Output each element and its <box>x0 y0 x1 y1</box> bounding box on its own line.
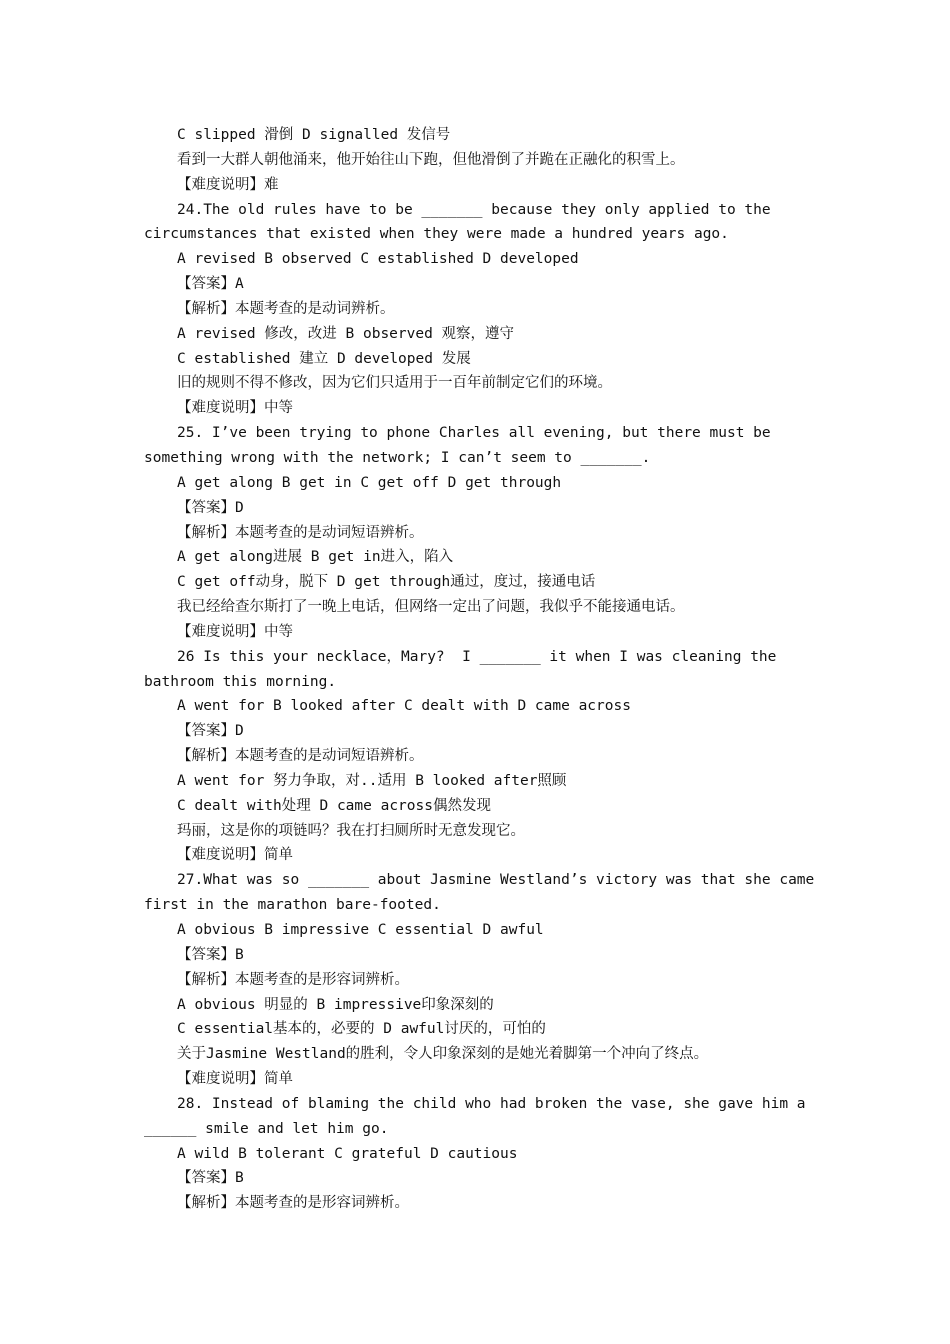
text-line: 旧的规则不得不修改，因为它们只适用于一百年前制定它们的环境。 <box>177 375 612 392</box>
text-line: 【答案】B <box>177 1170 244 1187</box>
text-line: something wrong with the network; I can’t seem to _______. <box>144 449 651 466</box>
text-line: A obvious B impressive C essential D awful <box>177 922 544 938</box>
text-line: 25. I’ve been trying to phone Charles all evening, but there must be <box>177 425 771 442</box>
text-line: first in the marathon bare-footed. <box>144 897 441 914</box>
text-line: C slipped 滑倒 D signalled 发信号 <box>177 127 451 143</box>
text-line: 关于Jasmine Westland的胜利，令人印象深刻的是她光着脚第一个冲向了终点。 <box>177 1046 709 1063</box>
text-line: bathroom this morning. <box>144 673 337 690</box>
text-line: 26 Is this your necklace，Mary? I _______ it when I was cleaning the <box>177 648 777 665</box>
text-line: circumstances that existed when they were made a hundred years ago. <box>144 226 729 243</box>
text-line: A revised 修改，改进 B observed 观察，遵守 <box>177 325 515 342</box>
text-line: A get along进展 B get in进入，陷入 <box>177 549 454 566</box>
text-line: 玛丽，这是你的项链吗？我在打扫厕所时无意发现它。 <box>177 822 525 839</box>
text-line: 【解析】本题考查的是动词辨析。 <box>177 300 395 317</box>
text-line: 【解析】本题考查的是动词短语辨析。 <box>177 524 424 541</box>
text-line: 【答案】B <box>177 946 244 963</box>
text-line: A revised B observed C established D developed <box>177 251 579 268</box>
text-line: 我已经给查尔斯打了一晚上电话，但网络一定出了问题，我似乎不能接通电话。 <box>177 599 685 616</box>
text-line: 【答案】D <box>177 723 244 740</box>
text-line: 看到一大群人朝他涌来，他开始往山下跑，但他滑倒了并跪在正融化的积雪上。 <box>177 151 685 168</box>
text-line: 【解析】本题考查的是动词短语辨析。 <box>177 748 424 765</box>
text-line: A went for 努力争取，对..适用 B looked after照顾 <box>177 772 567 789</box>
text-line: 【解析】本题考查的是形容词辨析。 <box>177 971 409 988</box>
text-line: A get along B get in C get off D get through <box>177 474 562 491</box>
text-line: C essential基本的，必要的 D awful讨厌的，可怕的 <box>177 1021 546 1038</box>
text-line: A wild B tolerant C grateful D cautious <box>177 1145 518 1162</box>
text-line: 28. Instead of blaming the child who had broken the vase, she gave him a <box>177 1095 806 1112</box>
text-line: 27.What was so _______ about Jasmine Westland’s victory was that she came <box>177 872 815 889</box>
text-line: 【解析】本题考查的是形容词辨析。 <box>177 1195 409 1212</box>
text-line: 【答案】A <box>177 276 244 293</box>
text-line: C get off动身，脱下 D get through通过，度过，接通电话 <box>177 574 596 591</box>
text-line: 【难度说明】中等 <box>177 400 293 417</box>
text-line: A obvious 明显的 B impressive印象深刻的 <box>177 996 494 1013</box>
text-line: 【难度说明】简单 <box>177 1071 293 1088</box>
text-line: 【答案】D <box>177 499 244 516</box>
text-line: C dealt with处理 D came across偶然发现 <box>177 797 491 814</box>
text-line: A went for B looked after C dealt with D came across <box>177 698 631 715</box>
text-line: 【难度说明】难 <box>177 176 279 193</box>
document-page <box>0 123 950 1216</box>
text-line: C established 建立 D developed 发展 <box>177 350 471 367</box>
text-line: ______ smile and let him go. <box>144 1120 389 1137</box>
text-line: 24.The old rules have to be _______ because they only applied to the <box>177 201 771 218</box>
text-line: 【难度说明】简单 <box>177 847 293 864</box>
text-line: 【难度说明】中等 <box>177 623 293 640</box>
